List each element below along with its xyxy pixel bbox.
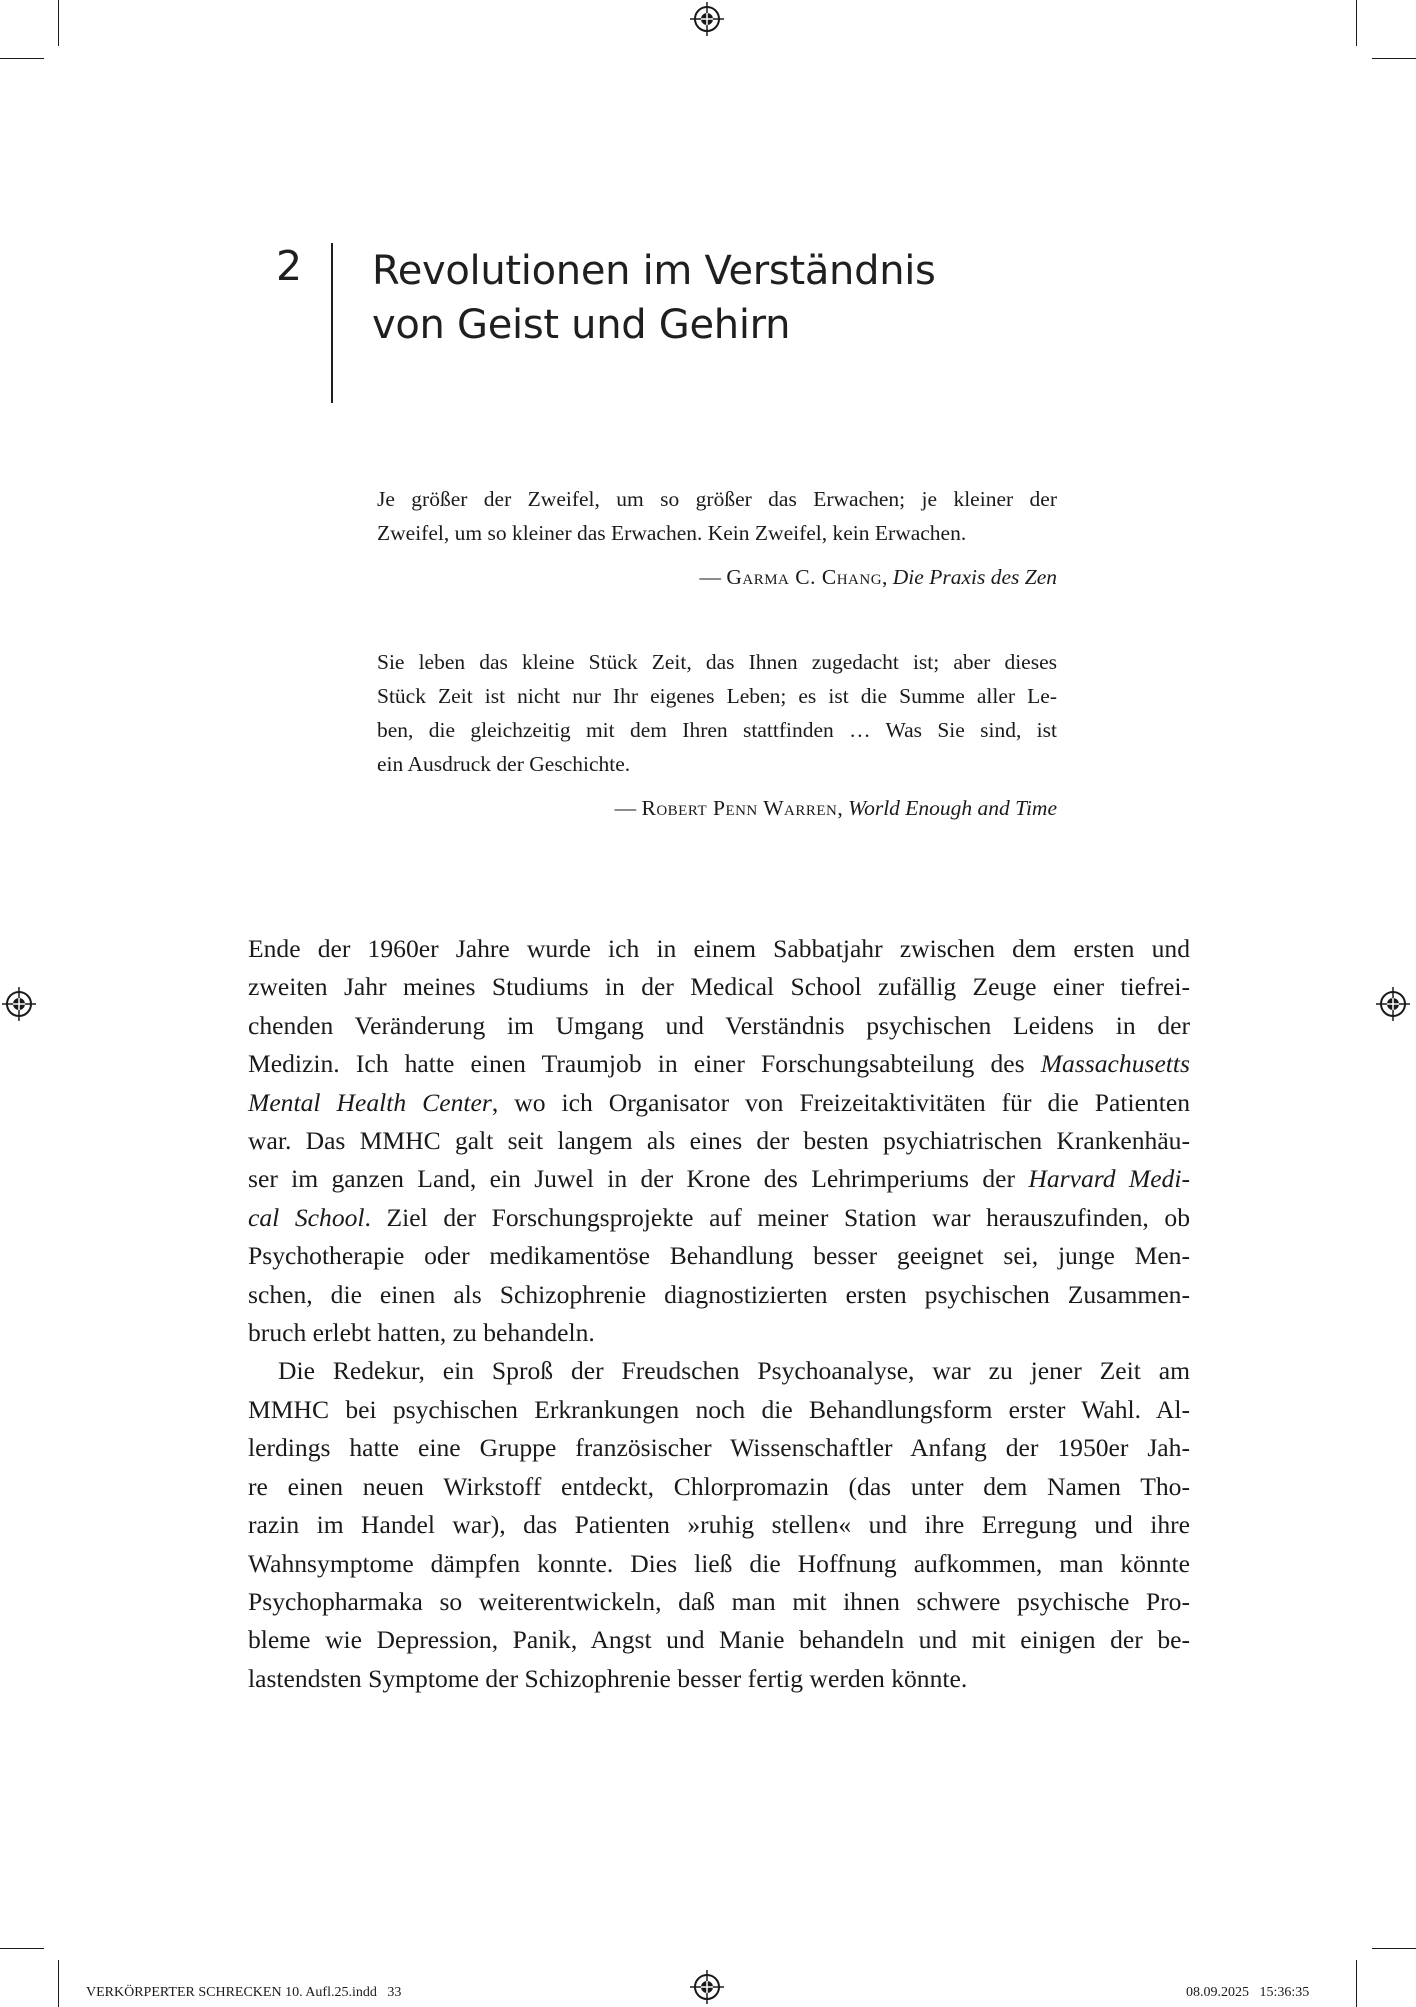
text-line: [248, 1084, 1190, 1122]
epigraph-attribution: [377, 791, 1057, 825]
chapter-number: 2: [276, 242, 303, 290]
registration-mark-icon: [690, 2, 724, 36]
text-line: [248, 1199, 1190, 1237]
text-line: Ende der 1960er Jahre wurde ich in einem Sabbatjahr zwischen dem ersten und: [248, 934, 1190, 963]
epigraph-line: Sie leben das kleine Stück Zeit, das Ihnen zugedacht ist; aber dieses: [377, 650, 1057, 674]
chapter-title-line: von Geist und Gehirn: [372, 302, 791, 348]
text-line: zweiten Jahr meines Studiums in der Medical School zufällig Zeuge einer tiefrei-: [248, 972, 1190, 1002]
epigraph-attribution: [377, 560, 1057, 594]
crop-mark: [58, 1960, 59, 2007]
attribution-dash: —: [699, 565, 727, 589]
text-run-italic: cal School: [248, 1202, 365, 1232]
chapter-divider: [331, 243, 333, 403]
text-line: Wahnsymptome dämpfen konnte. Dies ließ die Hoffnung aufkommen, man könnte: [248, 1548, 1190, 1578]
epigraph-line: Je größer der Zweifel, um so größer das Erwachen; je kleiner der: [377, 487, 1057, 511]
attribution-author: Garma C. Chang: [726, 565, 883, 589]
text-line: razin im Handel war), das Patienten »ruhig stellen« und ihre Erregung und ihre: [248, 1510, 1190, 1540]
epigraph: [377, 482, 1057, 594]
text-line: bruch erlebt hatten, zu behandeln.: [248, 1318, 595, 1348]
epigraph-line: Stück Zeit ist nicht nur Ihr eigenes Leben; es ist die Summe aller Le-: [377, 684, 1057, 708]
crop-mark: [1356, 0, 1357, 46]
text-line: lerdings hatte eine Gruppe französischer Wissenschaftler Anfang der 1950er Jah-: [248, 1433, 1190, 1463]
registration-mark-icon: [690, 1970, 724, 2004]
text-line: Die Redekur, ein Sproß der Freudschen Psychoanalyse, war zu jener Zeit am: [278, 1356, 1190, 1386]
attribution-work: Die Praxis des Zen: [892, 565, 1057, 589]
epigraph-quote: [377, 482, 1057, 550]
text-line: [248, 1045, 1190, 1083]
chapter-title-line: Revolutionen im Verständnis: [372, 248, 936, 294]
text-line: Psychopharmaka so weiterentwickeln, daß man mit ihnen schwere psychische Pro-: [248, 1586, 1190, 1616]
text-run-italic: Harvard Medi-: [1028, 1164, 1190, 1194]
chapter-title: [372, 244, 1172, 352]
text-line: lastendsten Symptome der Schizophrenie besser fertig werden könnte.: [248, 1663, 968, 1693]
epigraph-line: ein Ausdruck der Geschichte.: [377, 752, 631, 776]
paragraph: [248, 1352, 1190, 1698]
text-line: MMHC bei psychischen Erkrankungen noch die Behandlungsform erster Wahl. Al-: [248, 1394, 1190, 1424]
slug-file-info: VERKÖRPERTER SCHRECKEN 10. Aufl.25.indd 33: [86, 1985, 402, 2000]
text-run: Medizin. Ich hatte einen Traumjob in einer Forschungsabteilung des: [248, 1049, 1041, 1079]
text-run-italic: Mental Health Center: [248, 1087, 492, 1117]
text-line: re einen neuen Wirkstoff entdeckt, Chlorpromazin (das unter dem Namen Tho-: [248, 1471, 1190, 1501]
paragraph: [248, 930, 1190, 1352]
text-line: chenden Veränderung im Umgang und Verständnis psychischen Leidens in der: [248, 1010, 1190, 1040]
body-text: [248, 930, 1190, 1698]
text-run: . Ziel der Forschungsprojekte auf meiner Station war herauszufinden, ob: [364, 1202, 1190, 1232]
text-run-italic: Massachusetts: [1040, 1049, 1190, 1079]
text-line: war. Das MMHC galt seit langem als eines der besten psychiatrischen Krankenhäu-: [248, 1126, 1190, 1156]
crop-mark: [1356, 1960, 1357, 2007]
text-line: bleme wie Depression, Panik, Angst und Manie behandeln und mit einigen der be-: [248, 1625, 1190, 1655]
epigraph-quote: [377, 645, 1057, 781]
slug-timestamp: 08.09.2025 15:36:35: [1186, 1985, 1310, 2000]
attribution-work: World Enough and Time: [848, 796, 1057, 820]
registration-mark-icon: [1376, 987, 1410, 1021]
text-run: ser im ganzen Land, ein Juwel in der Krone des Lehrimperiums der: [248, 1164, 1029, 1194]
crop-mark: [0, 1948, 44, 1949]
text-line: Psychotherapie oder medikamentöse Behandlung besser geeignet sei, junge Men-: [248, 1241, 1190, 1271]
epigraph-line: Zweifel, um so kleiner das Erwachen. Kein Zweifel, kein Erwachen.: [377, 521, 967, 545]
attribution-dash: —: [614, 796, 642, 820]
crop-mark: [0, 58, 44, 59]
text-line: schen, die einen als Schizophrenie diagnostizierten ersten psychischen Zusammen-: [248, 1279, 1190, 1309]
crop-mark: [1372, 58, 1416, 59]
crop-mark: [58, 0, 59, 46]
text-run: , wo ich Organisator von Freizeitaktivitäten für die Patienten: [491, 1087, 1190, 1117]
text-line: [248, 1160, 1190, 1198]
epigraph-line: ben, die gleichzeitig mit dem Ihren stattfinden … Was Sie sind, ist: [377, 718, 1057, 742]
epigraph: [377, 645, 1057, 825]
attribution-separator: ,: [837, 796, 849, 820]
attribution-author: Robert Penn Warren: [641, 796, 838, 820]
attribution-separator: ,: [882, 565, 893, 589]
crop-mark: [1372, 1948, 1416, 1949]
registration-mark-icon: [2, 987, 36, 1021]
